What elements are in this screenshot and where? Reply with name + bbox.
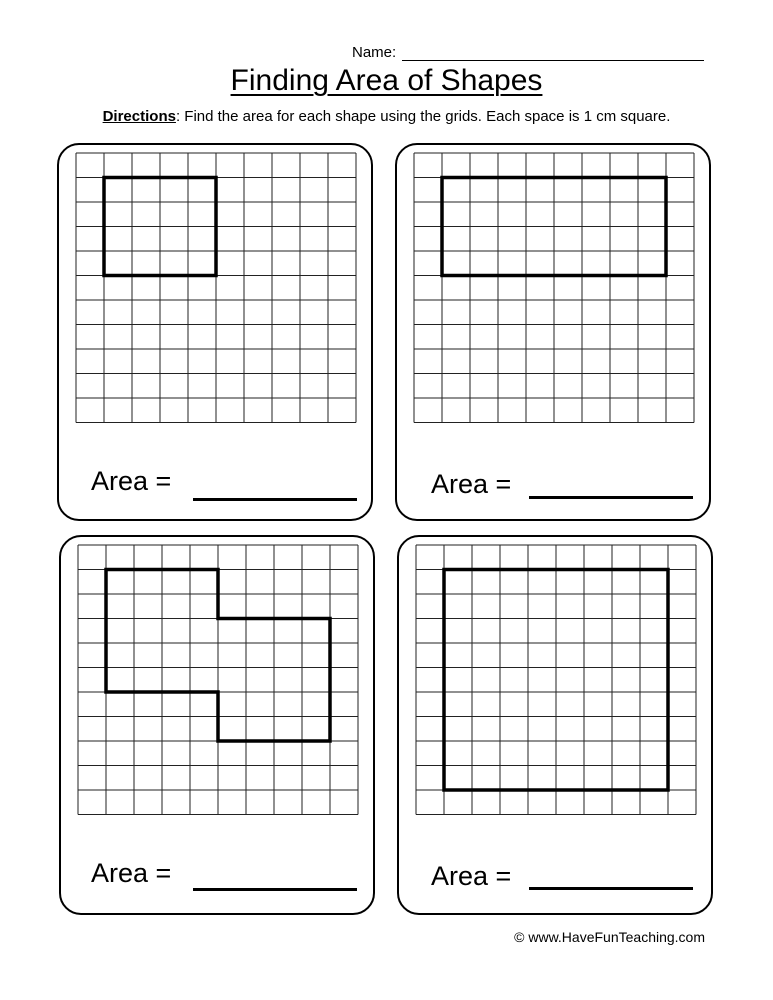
- grid-2: [397, 145, 713, 523]
- grid-4: [399, 537, 715, 917]
- panel-3: [59, 535, 375, 915]
- name-field[interactable]: [352, 44, 396, 61]
- area-answer-line-1[interactable]: [193, 498, 357, 501]
- area-label-1: Area =: [91, 466, 172, 496]
- name-answer-line[interactable]: [402, 60, 704, 61]
- directions-label: Directions: [102, 108, 176, 125]
- name-label: Name:: [352, 44, 397, 61]
- area-label-4: Area =: [431, 861, 512, 891]
- area-label-3: Area =: [91, 858, 172, 888]
- area-answer-line-4[interactable]: [529, 887, 693, 890]
- page-title: Finding Area of Shapes: [230, 64, 543, 97]
- panel-4: [397, 535, 713, 915]
- copyright-footer: © www.HaveFunTeaching.com: [514, 929, 705, 945]
- panel-2: [395, 143, 711, 521]
- panel-1: [57, 143, 373, 521]
- area-label-2: Area =: [431, 469, 512, 499]
- area-answer-line-2[interactable]: [529, 496, 693, 499]
- directions: [0, 108, 773, 125]
- directions-text: : Find the area for each shape using the grids. Each space is 1 cm square.: [175, 108, 671, 125]
- area-answer-line-3[interactable]: [193, 888, 357, 891]
